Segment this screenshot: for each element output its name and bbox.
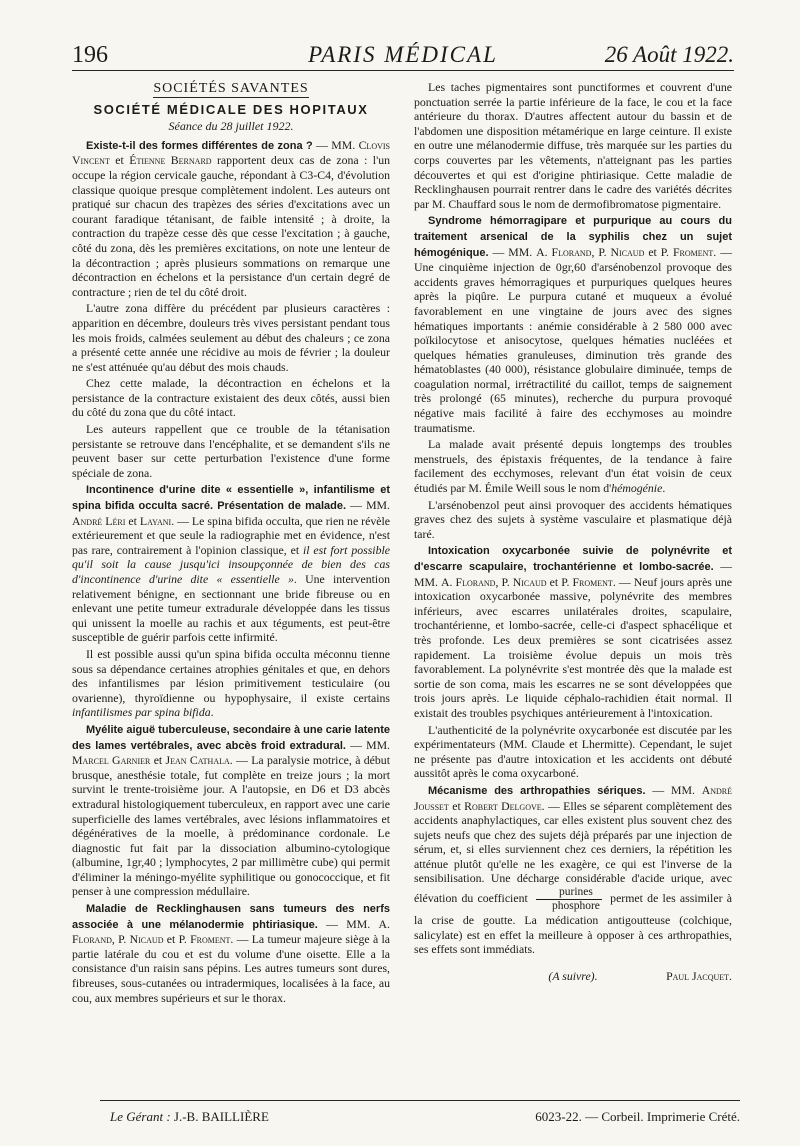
gerant: Le Gérant : J.-B. BAILLIÈRE	[110, 1109, 269, 1124]
author: P. Nicaud	[598, 244, 645, 259]
signature: Paul Jacquet.	[666, 969, 732, 984]
paragraph: Les auteurs rappellent que ce trouble de la tétanisation persistante se retrouve dans l'encéphalite, et se demandent s'ils ne peuvent baser sur cette perturbation l'existence d'une forme spéciale de zona.	[72, 422, 390, 480]
to-be-continued: (A suivre).	[548, 968, 598, 983]
paragraph: Il est possible aussi qu'un spina bifida occulta méconnu tienne sous sa dépendance certaines atrophies génitales et que, en dehors des infantilismes par lésion primitivement testiculaire (ou ovarienne), thyroïdienne ou hypophysaire, il existe certains infantilismes par spina bifida.	[72, 646, 390, 720]
author: P. Froment	[178, 932, 231, 947]
paragraph: L'autre zona diffère du précédent par plusieurs caractères : apparition en décembre, douleurs très vives persistant pendant tous les mois froids, calmées seulement au début des chaleurs ; ce zona a présenté cette année une récidive au mois de février ; la douleur ne s'est atténuée qu'au début des mois chauds.	[72, 301, 390, 374]
article-heading: Mécanisme des arthropathies sériques.	[428, 784, 646, 797]
page-footer	[100, 1100, 740, 1127]
paragraph: Chez cette malade, la décontraction en échelons et la persistance de la contracture existaient des deux côtés, aussi bien du côté du zona que du côté intact.	[72, 376, 390, 420]
section-title: SOCIÉTÉS SAVANTES	[153, 81, 309, 96]
author: A. Florand	[72, 916, 390, 947]
author: P. Nicaud	[501, 574, 547, 589]
article-heading: Myélite aiguë tuberculeuse, secondaire à une carie latente des lames vertébrales, avec abcès froid extradural.	[72, 723, 390, 752]
paragraph: L'arsénobenzol peut ainsi provoquer des accidents hématiques graves chez des sujets à système vasculaire et plasmatique déjà taré.	[414, 497, 732, 541]
article-heading: Maladie de Recklinghausen sans tumeurs des nerfs associée à une mélanodermie phtiriasique.	[72, 903, 390, 931]
article-recklinghausen: Maladie de Recklinghausen sans tumeurs des nerfs associée à une mélanodermie phtiriasique. — MM. A. Florand, P. Nicaud et P. Froment. — La tumeur majeure siège à la partie latérale du cou et est du volume d'une oisette. Elle a la consistance d'un raisin sans pépins. Les autres tumeurs sont dures, fibreuses, sous-cutanées ou intradermiques, localisées à la face, au cou, aux membres supérieurs et sur le thorax.	[72, 903, 390, 1005]
fraction-numerator: purines	[536, 886, 602, 900]
article-intoxication: Intoxication oxycarbonée suivie de polynévrite et d'escarre scapulaire, trochantérienne et lombo-sacrée. — MM. A. Florand, P. Nicaud et P. Froment. — Neuf jours après une intoxication oxycarbonée massive, polynévrite des membres inférieurs, avec escarres unilatérales droites, scapulaire, trochantérienne, et lombo-sacrée, celle-ci d'aspect sphacélique et très profonde. Les deux premières se sont cicatrisées assez rapidement. La troisième évolue depuis un mois très favorablement. La polynévrite s'est montrée dès que la malade est sortie de son coma, mais les escarres ne se sont développées que trois jours après. Le liquide céphalo-rachidien était normal. Il existait des troubles psychiques antérieurement à l'intoxication.	[414, 545, 732, 720]
author: Jean Cathala	[165, 753, 230, 768]
article-heading: Syndrome hémorragipare et purpurique au cours du traitement arsenical de la syphilis chez un sujet hémogénique.	[414, 215, 732, 259]
paragraph: La malade avait présenté depuis longtemps des troubles menstruels, des épistaxis fréquentes, de la tendance à faire facilement des ecchymoses, relevant d'un état voisin de ceux étudiés par M. Émile Weill sous le nom d'hémogénie.	[414, 437, 732, 496]
fraction-denominator: phosphore	[552, 900, 600, 913]
author: P. Froment	[660, 244, 714, 259]
article-incontinence: Incontinence d'urine dite « essentielle », infantilisme et spina bifida occulta sacré. Présentation de malade. — MM. André Léri et Layani. — Le spina bifida occulta, que rien ne révèle extérieurement et que seule la radiographie met en évidence, n'est pas rare, contrairement à l'opinion classique, et il est fort possible qu'il soit la cause jusqu'ici insoupçonnée de bien des cas d'incontinence d'urine dite « essentielle ». Une intervention relativement bénigne, en sectionnant une bride fibreuse ou en enlevant une petite tumeur extradurale développée dans les tissus qui unissent la moelle au rachis et aux téguments, est peut-être susceptible de guérir parfois cette infirmité.	[72, 484, 390, 645]
author: Clovis Vincent	[72, 137, 390, 168]
author: P. Nicaud	[118, 932, 164, 947]
running-header	[72, 40, 734, 71]
author: Marcel Garnier	[72, 753, 151, 768]
paragraph: L'authenticité de la polynévrite oxycarbonée est discutée par les expérimentateurs (MM. Claude et Lhermitte). Cependant, le sujet ne présente pas d'autre intoxication et les accidents ont débuté aussitôt après le coma oxycarboné.	[414, 722, 732, 781]
author: A. Florand	[441, 574, 496, 589]
left-column	[72, 80, 390, 1080]
issue-date: 26 Août 1922.	[604, 42, 734, 67]
imprint: 6023-22. — Corbeil. Imprimerie Crété.	[535, 1109, 740, 1124]
paragraph: Les taches pigmentaires sont punctiformes et couvrent d'une ponctuation serrée la partie inférieure de la face, le cou et la face antérieure du thorax. D'autres affectent autour du bassin et de l'abdomen une disposition métamérique en large ceinture. Il existe en outre une mélanodermie diffuse, très marquée sur les parties du corps couvertes par les vêtements, n'atteignant pas les parties découvertes et qui est d'origine phtiriasique. Cette maladie de Recklinghausen pourrait rentrer dans le cadre des variétés décrites par M. Chauffard sous le nom de dermofibromatose pigmentaire.	[414, 80, 732, 211]
article-heading: Incontinence d'urine dite « essentielle », infantilisme et spina bifida occulta sacré. Présentation de malade.	[72, 484, 390, 513]
seance-date: Séance du 28 juillet 1922.	[168, 119, 294, 134]
journal-title: PARIS MÉDICAL	[308, 42, 498, 67]
author: André Léri	[72, 513, 126, 528]
article-zona: Existe-t-il des formes différentes de zona ? — MM. Clovis Vincent et Étienne Bernard rapportent deux cas de zona : l'un occupe la région cervicale gauche, répondant à C3-C4, d'évolution classique quoique presque complètement indolent. Les auteurs ont pratiqué sur chacun des trapèzes des séries d'excitations avec un courant faradique tétanisant, de faible intensité ; à droite, la contraction du trapèze cesse dès que cesse l'excitation ; à gauche, côté du zona, dès les premières excitations, on note une lenteur de la décontraction ; après plusieurs sommations on remarque une décontraction en échelons et la persistance d'un certain degré de contracture ; rien de tel du côté droit.	[72, 137, 391, 299]
article-syndrome-hemorragipare: Syndrome hémorragipare et purpurique au cours du traitement arsenical de la syphilis chez un sujet hémogénique. — MM. A. Florand, P. Nicaud et P. Froment. — Une cinquième injection de 0gr,60 d'arsénobenzol provoque des accidents graves hémorragiques et purpuriques quelques heures après la piqûre. Le purpura cutané et muqueux a évolué favorablement en une vingtaine de jours avec des signes hématiques importants : anémie considérable à 2 580 000 avec poïkilocytose et anisocytose, quelques hématies nucléées et quelques hématies granuleuses, diminution très grande des hématoblastes (40 000), résistance globulaire diminuée, temps de coagulation normal, irrétractilité du caillot, temps de saignement très prolongé (65 minutes), recherche du purpura provoqué négative mais facilité à faire des ecchymoses au moindre traumatisme.	[414, 215, 732, 435]
right-column	[414, 80, 732, 1080]
author: Layani	[139, 513, 172, 528]
article-arthropathies: Mécanisme des arthropathies sériques. — MM. André Jousset et Robert Delgove. — Elles se séparent complètement des accidents anaphylactiques, car elles existent plus souvent chez des sujets neufs que chez des sujets déjà préparés par une injection de sérum, et, si elles surviennent chez ces derniers, la répétition les atténue plutôt qu'elle ne les exagère, ce qui est l'inverse de la sensibilisation. Une décharge considérable d'acide urique, avec élévation du coefficient $\frac{\text{purines}}{\text{phosphore}}$ permet de les assimiler à la crise de goutte. La médication antigoutteuse (colchique, salicylate) est en effet la meilleure à opposer à ces arthropathies, ses effets sont immédiats.	[414, 782, 732, 957]
society-title: SOCIÉTÉ MÉDICALE DES HOPITAUX	[93, 101, 369, 117]
article-myelite: Myélite aiguë tuberculeuse, secondaire à une carie latente des lames vertébrales, avec abcès froid extradural. — MM. Marcel Garnier et Jean Cathala. — La paralysie motrice, à début brusque, anesthésie totale, fut complète en treize jours ; la mort survint le trente-troisième jour. A l'autopsie, en D6 et D3 abcès extradural histologiquement tuberculeux, en rapport avec une carie superficielle des lames vertébrales, avec lésions inflammatoires et dégénératives de la moelle, à prédominance cordonale. Le diagnostic fut fait par la dissociation albumino-cytologique (albumine, 1gr,40 ; lymphocytes, 2 par millimètre cube) qui permit d'éliminer la méningo-myélite syphilitique ou gonococcique, et fit penser à une compression médullaire.	[72, 723, 391, 899]
author: P. Froment	[561, 574, 613, 589]
page-number: 196	[72, 42, 108, 68]
author: Étienne Bernard	[129, 153, 212, 168]
coefficient-fraction	[536, 886, 602, 913]
article-heading: Intoxication oxycarbonée suivie de polynévrite et d'escarre scapulaire, trochantérienne et lombo-sacrée.	[414, 545, 732, 573]
article-heading: Existe-t-il des formes différentes de zona ?	[86, 139, 313, 152]
author: A. Florand	[536, 244, 592, 259]
author: Robert Delgove	[464, 798, 542, 813]
author: André Jousset	[414, 782, 732, 813]
